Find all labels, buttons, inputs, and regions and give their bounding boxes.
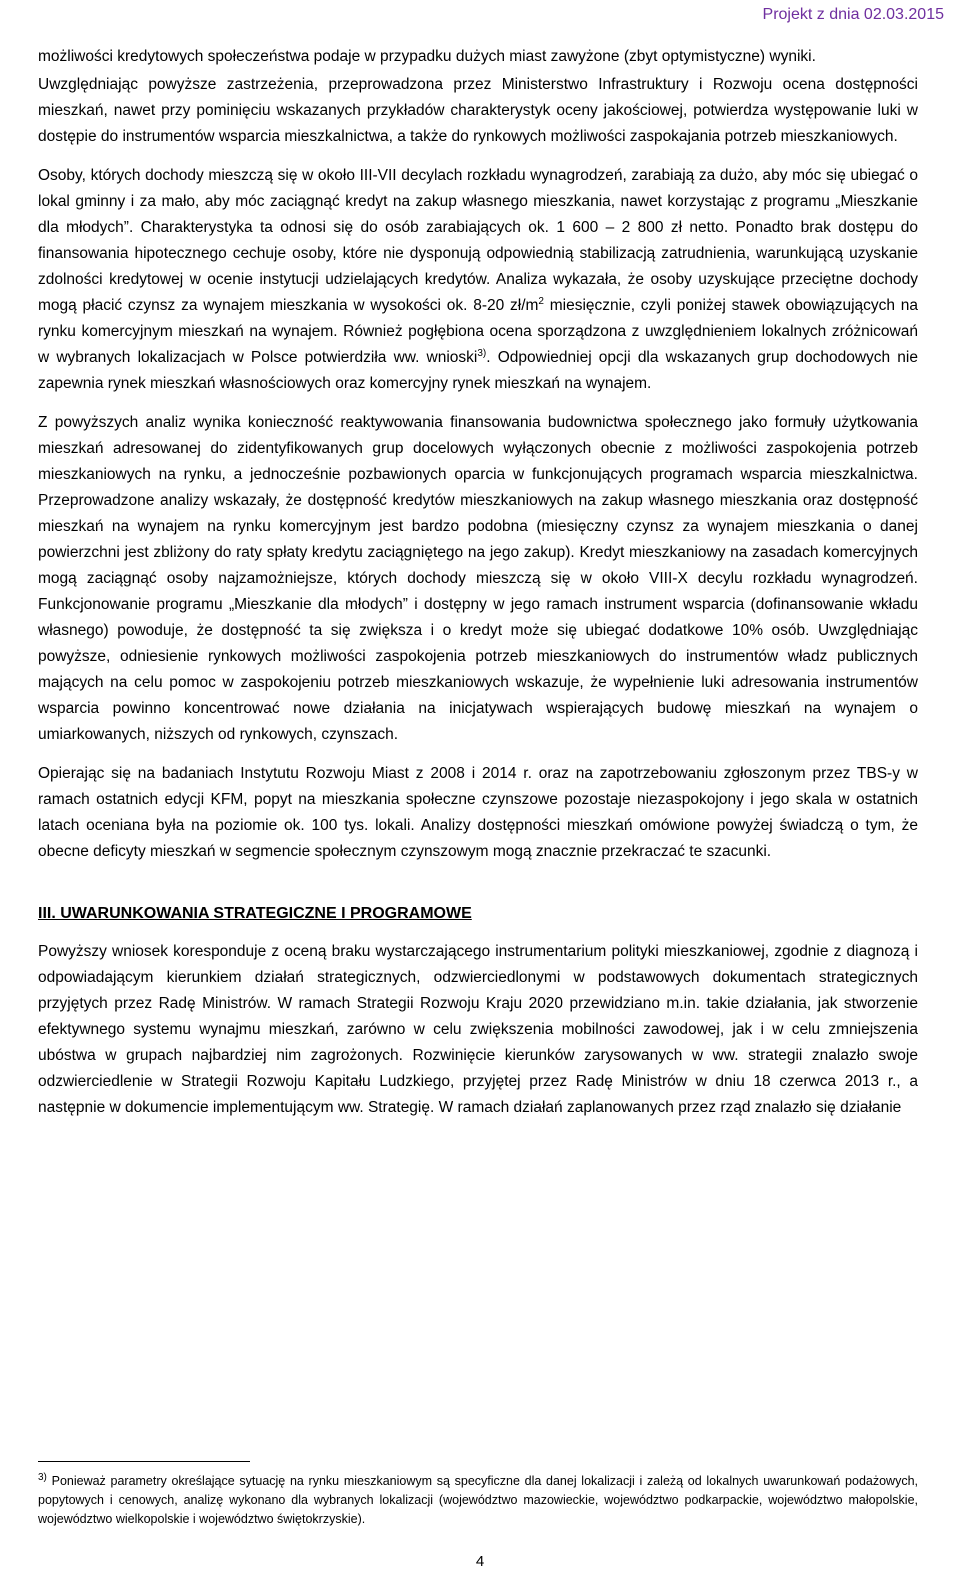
- square-meter-superscript: 2: [538, 295, 544, 307]
- footnote-text: Ponieważ parametry określające sytuację na rynku mieszkaniowym są specyficzne dla danej lokalizacji i zależą od lokalnych uwarunkowań podażowych, popytowych i cenowych, analizę wykonano dla wybranych lokalizacji (województwo mazowieckie, województwo podkarpackie, województwo małopolskie, województwo wielkopolskie i województwo świętokrzyskie).: [38, 1474, 918, 1526]
- paragraph-housing-availability: Uwzględniając powyższe zastrzeżenia, przeprowadzona przez Ministerstwo Infrastruktury i Rozwoju ocena dostępności mieszkań, nawet przy pominięciu wskazanych przykładów charakterystyk oceny jakościowej, potwierdza występowanie luki w dostępie do instrumentów wsparcia mieszkalnictwa, a także do rynkowych możliwości zaspokajania potrzeb mieszkaniowych.: [38, 76, 918, 145]
- paragraph-social-housing-need: Z powyższych analiz wynika konieczność reaktywowania finansowania budownictwa społecznego jako formuły użytkowania mieszkań adresowanej do zidentyfikowanych grup docelowych wyłączonych obecnie z możliwości zaspokojenia potrzeb mieszkaniowych na rynku, a jednocześnie pozbawionych oparcia w funkcjonujących programach wsparcia mieszkalnictwa. Przeprowadzone analizy wskazały, że dostępność kredytów mieszkaniowych na zakup własnego mieszkania oraz dostępność mieszkań na wynajem na rynku komercyjnym jest bardzo podobna (miesięczny czynsz za wynajem mieszkania o danej powierzchni jest zbliżony do raty spłaty kredytu zaciągniętego na jego zakup). Kredyt mieszkaniowy na zasadach komercyjnych mogą zaciągnąć osoby najzamożniejsze, których dochody mieszczą się w około VIII-X decylu rozkładu wynagrodzeń. Funkcjonowanie programu „Mieszkanie dla młodych” i dostępny w jego ramach instrument wsparcia (dofinansowanie wkładu własnego) powoduje, że dostępność ta się zwiększa i o kredyt może się ubiegać dodatkowe 10% osób. Uwzględniając powyższe, odniesienie rynkowych możliwości zaspokojenia potrzeb mieszkaniowych do instrumentów władz publicznych mających na celu pomoc w zaspokojeniu potrzeb mieszkaniowych wskazuje, że wypełnienie luki adresowania instrumentów wsparcia powinno koncentrować nowe działania na inicjatywach wspierających budowę mieszkań na wynajem o umiarkowanych, niższych od rynkowych, czynszach.: [38, 414, 918, 743]
- paragraph-strategic-conditions: Powyższy wniosek koresponduje z oceną braku wystarczającego instrumentarium polityki mieszkaniowej, zgodnie z diagnozą i odpowiadającym kierunkiem działań strategicznych, odzwierciedlonymi w podstawowych dokumentach strategicznych przyjętych przez Radę Ministrów. W ramach Strategii Rozwoju Kraju 2020 przewidziano m.in. takie działania, jak stworzenie efektywnego systemu wynajmu mieszkań, zarówno w celu zwiększenia mobilności zawodowej, jak i w celu zmniejszenia ubóstwa w grupach najbardziej nim zagrożonych. Rozwinięcie kierunków zarysowanych w ww. strategii znalazło swoje odzwierciedlenie w Strategii Rozwoju Kapitału Ludzkiego, przyjętej przez Radę Ministrów w dniu 18 czerwca 2013 r., a następnie w dokumencie implementującym ww. Strategię. W ramach działań zaplanowanych przez rząd znalazło się działanie: [38, 943, 918, 1116]
- page-number: 4: [475, 1553, 485, 1570]
- footnote-marker: 3): [38, 1471, 47, 1483]
- section-heading: III. UWARUNKOWANIA STRATEGICZNE I PROGRAMOWE: [38, 905, 472, 922]
- footnote-3: [38, 1472, 918, 1529]
- paragraph-credit-capacity: możliwości kredytowych społeczeństwa podaje w przypadku dużych miast zawyżone (zbyt optymistyczne) wyniki.: [38, 48, 816, 65]
- footnote-reference-3[interactable]: 3): [477, 347, 487, 359]
- paragraph-income-part-1: Osoby, których dochody mieszczą się w około III-VII decylach rozkładu wynagrodzeń, zarabiają za dużo, aby móc się ubiegać o lokal gminny i za mało, aby móc zaciągnąć kredyt na zakup własnego mieszkania, nawet korzystając z programu „Mieszkanie dla młodych”. Charakterystyka ta odnosi się do osób zarabiających ok. 1 600 – 2 800 zł netto. Ponadto brak dostępu do finansowania hipotecznego cechuje osoby, które nie dysponują odpowiednią stabilizacją zatrudnienia, warunkującą uzyskanie zdolności kredytowej w ocenie instytucji udzielających kredytów. Analiza wykazała, że osoby uzyskujące przeciętne dochody mogą płacić czynsz za wynajem mieszkania w wysokości ok. 8-20 zł/m: [38, 167, 918, 314]
- footnote-separator: [38, 1461, 250, 1462]
- paragraph-income-deciles: [38, 163, 918, 397]
- project-date-header: Projekt z dnia 02.03.2015: [762, 6, 944, 23]
- paragraph-demand-estimate: Opierając się na badaniach Instytutu Rozwoju Miast z 2008 i 2014 r. oraz na zapotrzebowaniu zgłoszonym przez TBS-y w ramach ostatnich edycji KFM, popyt na mieszkania społeczne czynszowe pozostaje niezaspokojony i jego skala w ostatnich latach oceniana była na poziomie ok. 100 tys. lokali. Analizy dostępności mieszkań omówione powyżej świadczą o tym, że obecne deficyty mieszkań w segmencie społecznym czynszowym mogą znacznie przekraczać te szacunki.: [38, 765, 918, 860]
- document-body: [38, 44, 918, 1134]
- paragraph-income-part-3: . Odpowiedniej opcji dla wskazanych grup dochodowych nie zapewnia rynek mieszkań własnościowych oraz komercyjny rynek mieszkań na wynajem.: [38, 349, 918, 392]
- paragraph-income-part-2: miesięcznie, czyli poniżej stawek obowiązujących na rynku komercyjnym mieszkań na wynajem. Również pogłębiona ocena sporządzona z uwzględnieniem lokalnych zróżnicowań w wybranych lokalizacjach w Polsce potwierdziła ww. wnioski: [38, 297, 919, 366]
